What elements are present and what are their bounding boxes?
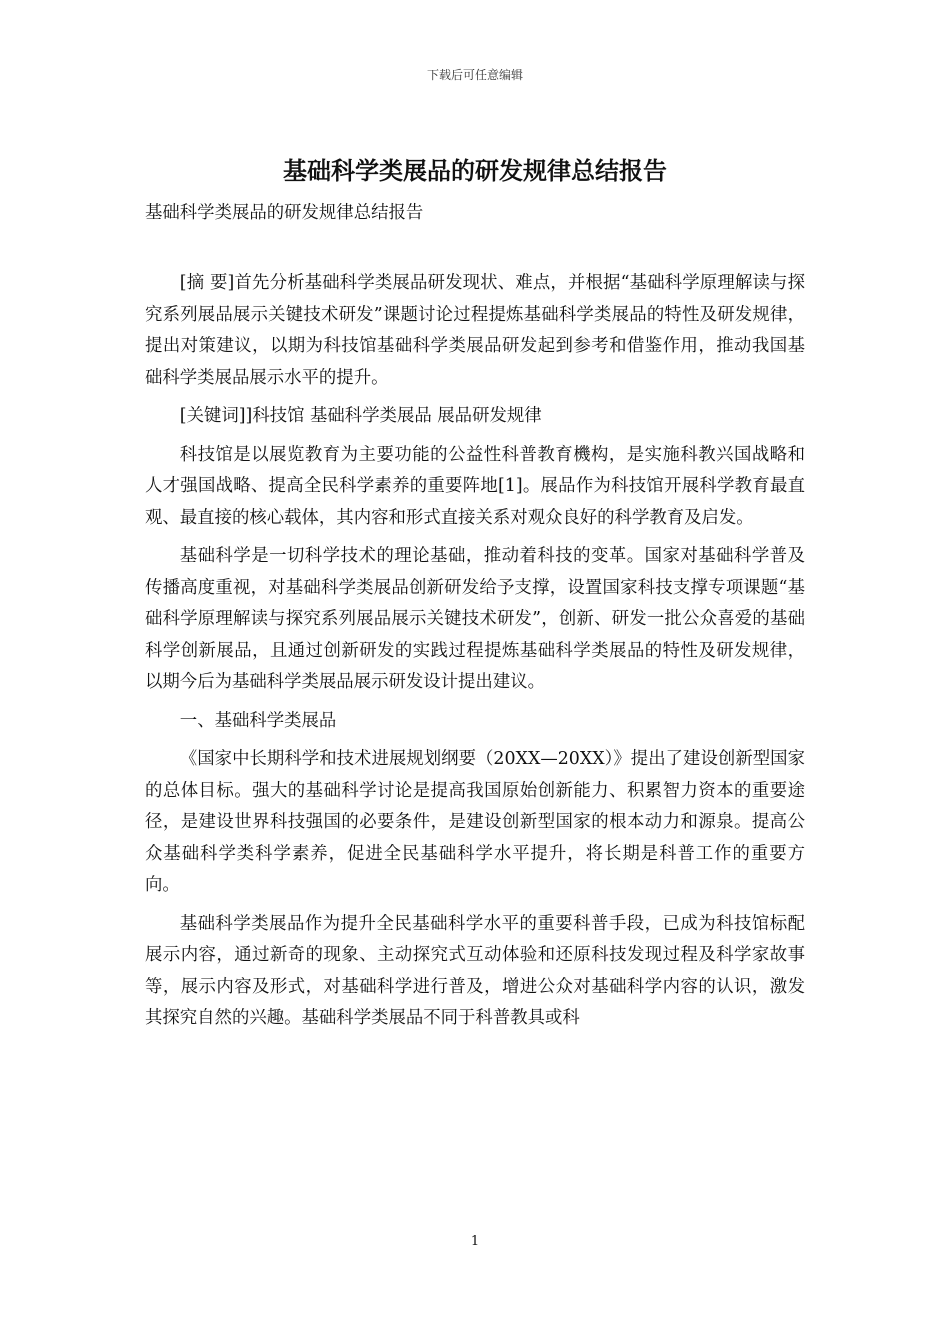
page-header-note: 下载后可任意编辑 (426, 68, 523, 82)
blank-line (145, 230, 805, 262)
page-number: 1 (470, 1234, 480, 1249)
document-subtitle: 基础科学类展品的研发规律总结报告 (145, 203, 424, 223)
body-paragraph: 科技馆是以展览教育为主要功能的公益性科普教育機构，是实施科教兴国战略和人才强国战略、提高全民科学素养的重要阵地[1]。展品作为科技馆开展科学教育最直观、最直接的核心载体，其内容和形式直接关系对观众良好的科学教育及启发。 (145, 444, 805, 528)
body-paragraph: 《国家中长期科学和技术进展规划纲要（20XX—20XX）》提出了建设创新型国家的总体目标。强大的基础科学讨论是提高我国原始创新能力、积累智力资本的重要途径，是建设世界科技强国的必要条件，是建设创新型国家的根本动力和源泉。提高公众基础科学类科学素养，促进全民基础科学水平提升，将长期是科普工作的重要方向。 (145, 749, 805, 895)
abstract-paragraph: [摘 要]首先分析基础科学类展品研发现状、难点，并根据“基础科学原理解读与探究系列展品展示关键技术研发”课题讨论过程提炼基础科学类展品的特性及研发规律，提出对策建议，以期为科技馆基础科学类展品研发起到参考和借鉴作用，推动我国基础科学类展品展示水平的提升。 (145, 273, 805, 388)
document-body (145, 198, 805, 1035)
body-paragraph: 基础科学是一切科学技术的理论基础，推动着科技的变革。国家对基础科学普及传播高度重视，对基础科学类展品创新研发给予支撑，设置国家科技支撑专项课题“基础科学原理解读与探究系列展品展示关键技术研发”，创新、研发一批公众喜爱的基础科学创新展品，且通过创新研发的实践过程提炼基础科学类展品的特性及研发规律，以期今后为基础科学类展品展示研发设计提出建议。 (145, 546, 805, 692)
document-title: 基础科学类展品的研发规律总结报告 (283, 157, 667, 185)
keywords-paragraph: [关键词]]科技馆 基础科学类展品 展品研发规律 (179, 406, 542, 426)
body-paragraph: 基础科学类展品作为提升全民基础科学水平的重要科普手段，已成为科技馆标配展示内容，通过新奇的现象、主动探究式互动体验和还原科技发现过程及科学家故事等，展示内容及形式，对基础科学进行普及，增进公众对基础科学内容的认识，激发其探究自然的兴趣。基础科学类展品不同于科普教具或科 (145, 913, 805, 1028)
section-heading: 一、基础科学类展品 (179, 710, 337, 731)
